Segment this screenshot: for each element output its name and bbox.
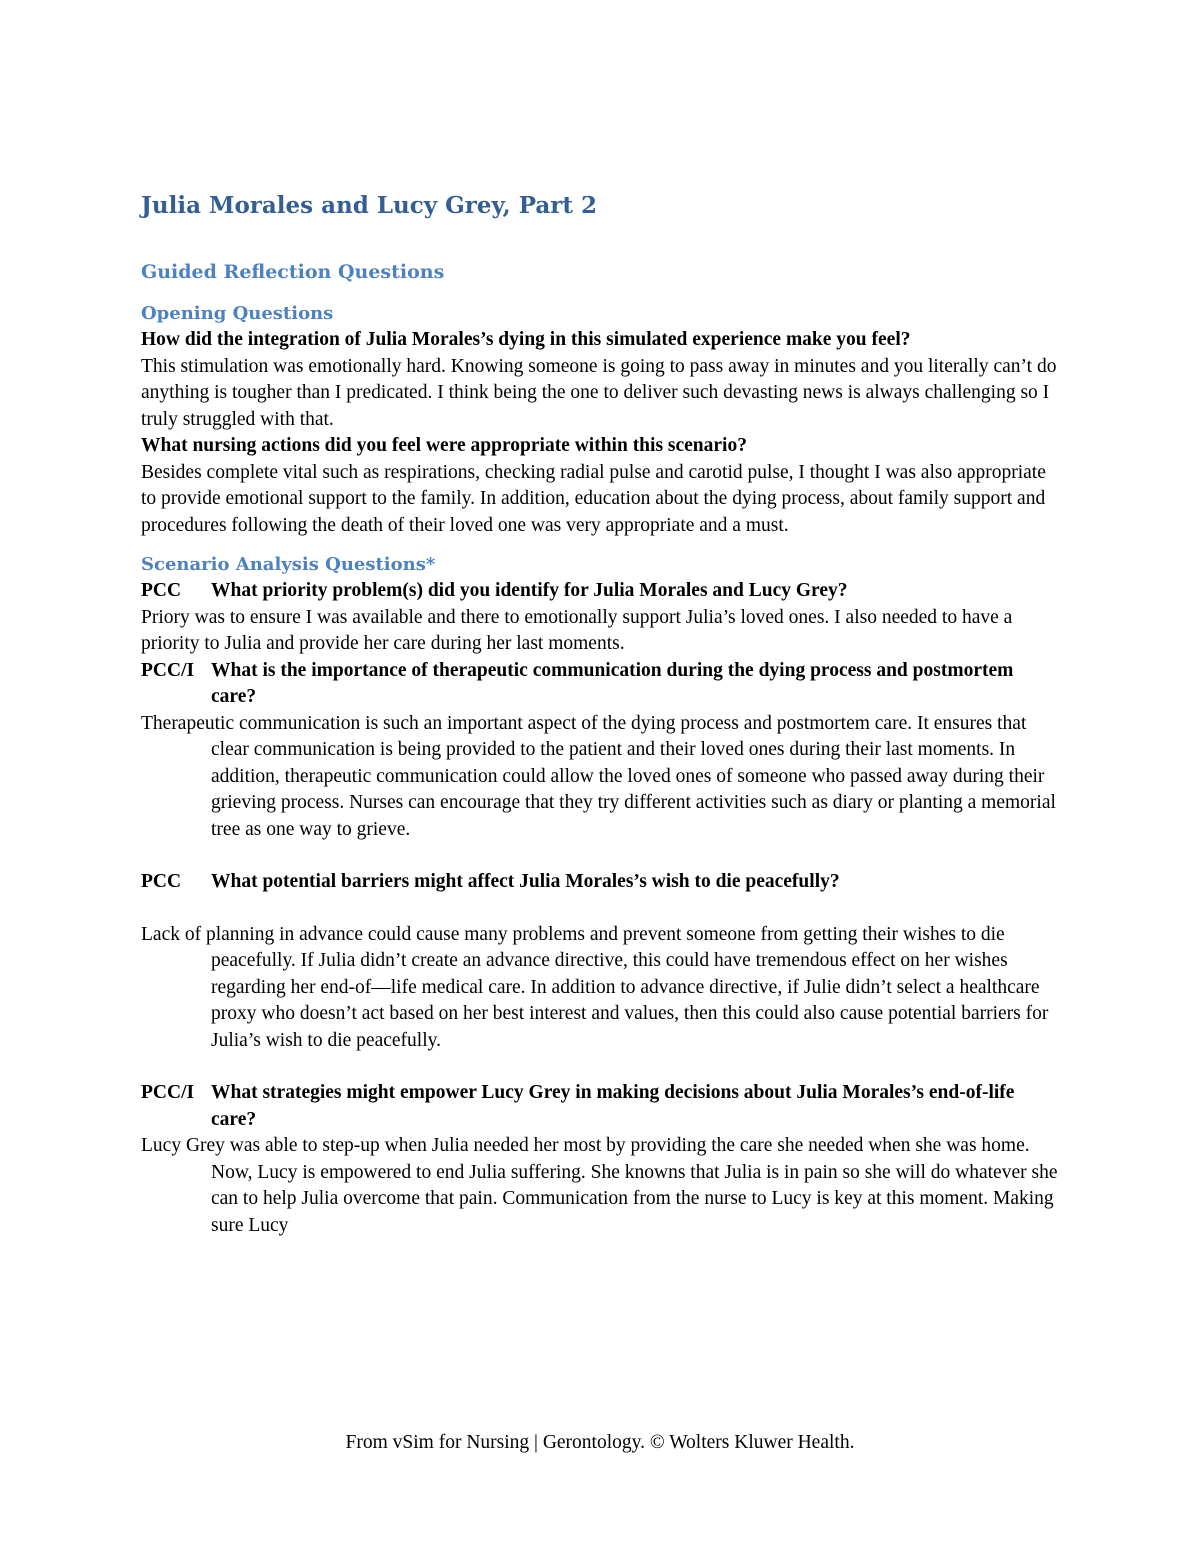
question-text: What strategies might empower Lucy Grey in making decisions about Julia Morales’s end-of-life care? xyxy=(211,1082,1015,1130)
analysis-answer-2: Therapeutic communication is such an important aspect of the dying process and postmortem care. It ensures that clear communication is being provided to the patient and their loved ones during their last moments. In addition, therapeutic communication could allow the loved ones of someone who passed away during their grieving process. Nurses can encourage that they try different activities such as diary or planting a memorial tree as one way to grieve. xyxy=(141,712,1056,840)
analysis-question-1 xyxy=(141,578,1061,605)
section-title: Guided Reflection Questions xyxy=(141,261,445,283)
scenario-analysis-heading: Scenario Analysis Questions* xyxy=(141,554,436,575)
analysis-question-2 xyxy=(141,658,1061,711)
opening-question-1: How did the integration of Julia Morales’s dying in this simulated experience make you feel? xyxy=(141,329,911,350)
opening-answer-1: This stimulation was emotionally hard. Knowing someone is going to pass away in minutes and you literally can’t do anything is tougher than I predicated. I think being the one to deliver such devasting news is always challenging so I truly struggled with that. xyxy=(141,355,1057,430)
question-text: What potential barriers might affect Julia Morales’s wish to die peacefully? xyxy=(211,871,840,892)
question-tag: PCC xyxy=(141,871,182,892)
analysis-answer-1: Priory was to ensure I was available and there to emotionally support Julia’s loved ones. I also needed to have a priority to Julia and provide her care during her last moments. xyxy=(141,606,1013,654)
document-title: Julia Morales and Lucy Grey, Part 2 xyxy=(141,192,598,219)
analysis-question-4 xyxy=(141,1080,1061,1133)
analysis-question-3 xyxy=(141,869,1061,896)
analysis-answer-4: Lucy Grey was able to step-up when Julia needed her most by providing the care she needed when she was home. Now, Lucy is empowered to end Julia suffering. She knowns that Julia is in pain so she will do whatever she can to help Julia overcome that pain. Communication from the nurse to Lucy is key at this moment. Making sure Lucy xyxy=(141,1135,1058,1236)
question-tag: PCC/I xyxy=(141,659,195,681)
document-body xyxy=(141,188,1061,1239)
opening-question-2: What nursing actions did you feel were appropriate within this scenario? xyxy=(141,435,747,456)
opening-questions-heading: Opening Questions xyxy=(141,303,334,324)
analysis-answer-3: Lack of planning in advance could cause many problems and prevent someone from getting their wishes to die peacefully. If Julia didn’t create an advance directive, this could have tremendous effect on her wishes regarding her end-of—life medical care. In addition to advance directive, if Julie didn’t select a healthcare proxy who doesn’t act based on her best interest and values, then this could also cause potential barriers for Julia’s wish to die peacefully. xyxy=(141,923,1049,1051)
question-tag: PCC xyxy=(141,580,182,601)
question-text: What priority problem(s) did you identify for Julia Morales and Lucy Grey? xyxy=(211,580,848,601)
question-text: What is the importance of therapeutic communication during the dying process and postmortem care? xyxy=(211,659,1014,707)
opening-answer-2: Besides complete vital such as respirations, checking radial pulse and carotid pulse, I thought I was also appropriate to provide emotional support to the family. In addition, education about the dying process, about family support and procedures following the death of their loved one was very appropriate and a must. xyxy=(141,461,1046,536)
question-tag: PCC/I xyxy=(141,1082,195,1103)
page-footer: From vSim for Nursing | Gerontology. © Wolters Kluwer Health. xyxy=(345,1432,855,1453)
